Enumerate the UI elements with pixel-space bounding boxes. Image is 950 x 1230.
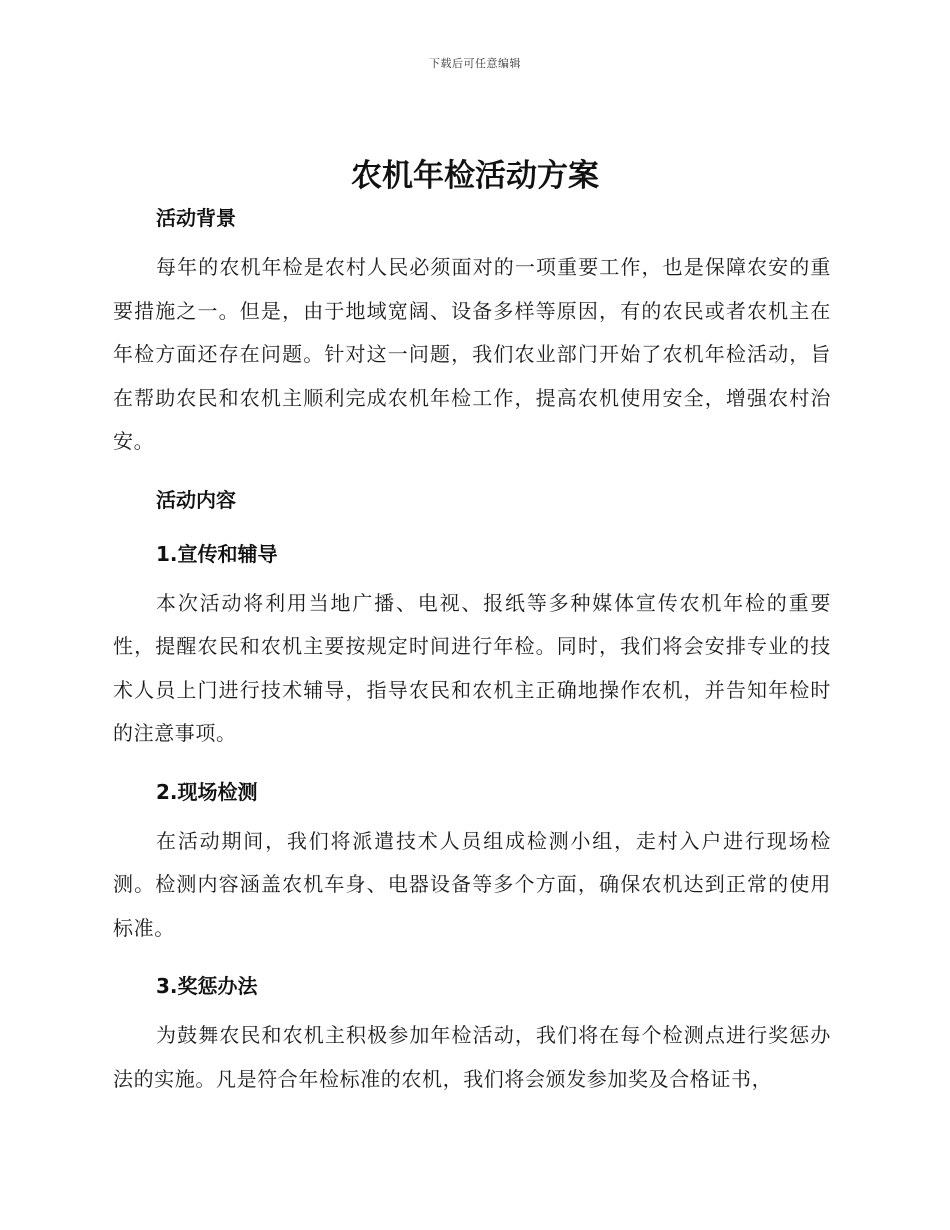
header-note: 下载后可任意编辑 (429, 57, 521, 70)
section-heading-background: 活动背景 (156, 206, 236, 230)
document-title: 农机年检活动方案 (351, 158, 599, 194)
paragraph-background: 每年的农机年检是农村人民必须面对的一项重要工作，也是保障农安的重要措施之一。但是，由于地域宽阔、设备多样等原因，有的农民或者农机主在年检方面还存在问题。针对这一问题，我们农业部门开始了农机年检活动，旨在帮助农民和农机主顺利完成农机年检工作，提高农机使用安全，增强农村治安。 (113, 255, 831, 453)
document-body (113, 200, 831, 1101)
paragraph-onsite-inspection: 在活动期间，我们将派遣技术人员组成检测小组，走村入户进行现场检测。检测内容涵盖农机车身、电器设备等多个方面，确保农机达到正常的使用标准。 (113, 828, 831, 940)
section-heading-rewards: 3.奖惩办法 (156, 974, 258, 998)
section-heading-content: 活动内容 (156, 487, 236, 512)
section-heading-publicity: 1.宣传和辅导 (156, 541, 278, 566)
paragraph-publicity: 本次活动将利用当地广播、电视、报纸等多种媒体宣传农机年检的重要性，提醒农民和农机主要按规定时间进行年检。同时，我们将会安排专业的技术人员上门进行技术辅导，指导农民和农机主正确地操作农机，并告知年检时的注意事项。 (113, 590, 831, 745)
paragraph-rewards: 为鼓舞农民和农机主积极参加年检活动，我们将在每个检测点进行奖惩办法的实施。凡是符合年检标准的农机，我们将会颁发参加奖及合格证书， (113, 1023, 831, 1091)
section-heading-onsite-inspection: 2.现场检测 (156, 779, 258, 804)
